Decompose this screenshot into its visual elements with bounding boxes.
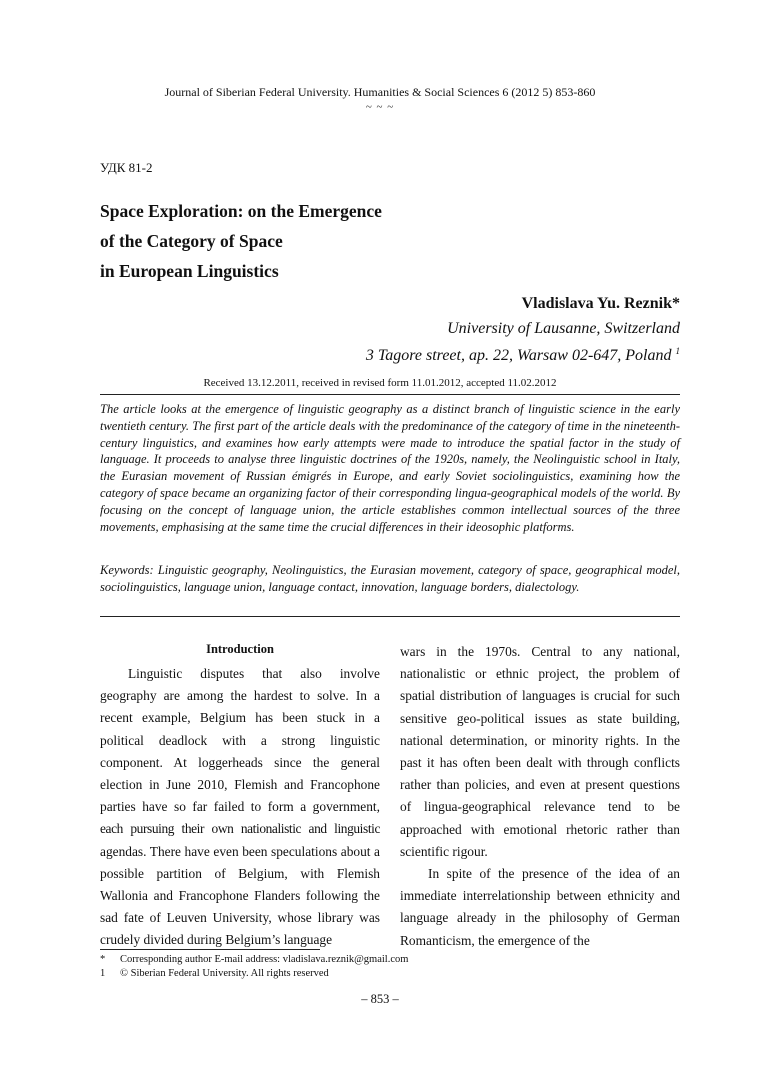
abstract: The article looks at the emergence of linguistic geography as a distinct branch of linguistic science in the early twentieth century. The first part of the article deals with the predominance of the category of time in the nineteenth-century linguistics, and examines how early attempts were made to introduce the spatial factor in the study of language. It proceeds to analyse three linguistic doctrines of the 1920s, namely, the Neolinguistic school in Italy, the Eurasian movement of Russian émigrés in Europe, and early Soviet sociolinguistics, examining how the category of space became an organizing factor of their corresponding lingua-geographical models of the world. By focusing on the concept of language union, the article establishes common intellectual sources of the three movements, emphasising at the same time the crucial differences in their ideosophic platforms.: [100, 402, 680, 534]
footnote-divider: [100, 949, 320, 950]
body-text: agendas. There have even been speculations about a possible partition of Belgium, with Flemish Wallonia and Francophone Flanders following the sad fate of Leuven University, whose library was crudely divided during Belgium’s language: [100, 843, 380, 948]
author-address-line: [366, 340, 680, 367]
title-line-1: Space Exploration: on the Emergence: [100, 201, 382, 221]
keywords: Keywords: Linguistic geography, Neolinguistics, the Eurasian movement, category of space, geographical model, sociolinguistics, language union, language contact, innovation, language borders, dialectology.: [100, 563, 680, 594]
divider-bottom: [100, 616, 680, 617]
body-column-right: [400, 641, 680, 952]
title-line-2: of the Category of Space: [100, 231, 283, 251]
footnote-mark: *: [100, 954, 106, 965]
body-paragraph: In spite of the presence of the idea of an immediate interrelationship between ethnicity and language already in the philosophy of German Romanticism, the emergence of the: [400, 866, 680, 948]
header-ornament: ~ ~ ~: [365, 101, 395, 113]
footnote-text: Corresponding author E-mail address: vladislava.reznik@gmail.com: [120, 954, 409, 965]
author-name: Vladislava Yu. Reznik*: [521, 295, 680, 312]
divider-top: [100, 394, 680, 395]
address-footnote-mark: 1: [675, 346, 680, 356]
udk-code: УДК 81-2: [100, 160, 153, 175]
page-number: – 853 –: [361, 992, 399, 1006]
author-affiliation-block: [366, 317, 680, 367]
body-column-left: [100, 641, 380, 952]
body-text: Linguistic disputes that also involve geography are among the hardest to solve. In a recent example, Belgium has been stuck in a political deadlock with a strong linguistic component. At loggerheads since the general election in June 2010, Flemish and Francophone parties have so far failed to form a government,: [100, 666, 380, 815]
author-affiliation: University of Lausanne, Switzerland: [447, 320, 680, 337]
body-paragraph: [100, 663, 380, 952]
footnote: [100, 953, 408, 967]
footnote-text: © Siberian Federal University. All rights reserved: [120, 968, 329, 979]
journal-header: Journal of Siberian Federal University. Humanities & Social Sciences 6 (2012 5) 853-860: [164, 85, 596, 99]
author-address: 3 Tagore street, ap. 22, Warsaw 02-647, Poland: [365, 347, 672, 364]
footnote: [100, 967, 408, 981]
footnote-mark: 1: [100, 968, 106, 979]
title-line-3: in European Linguistics: [100, 261, 279, 281]
body-text: each pursuing their own nationalistic and linguistic: [100, 821, 380, 837]
section-heading-introduction: Introduction: [206, 642, 274, 656]
body-paragraph: wars in the 1970s. Central to any national, nationalistic or ethnic project, the problem of spatial distribution of languages is crucial for such sensitive geo-political issues as state building, national determination, or minority rights. In the past it has often been dealt with through conflicts rather than policies, and even at present questions of lingua-geographical relevance tend to be approached with emotional rhetoric rather than scientific rigour.: [400, 644, 680, 859]
article-title: [100, 196, 520, 286]
footnotes: [100, 953, 408, 981]
received-dates: Received 13.12.2011, received in revised form 11.01.2012, accepted 11.02.2012: [203, 377, 557, 389]
